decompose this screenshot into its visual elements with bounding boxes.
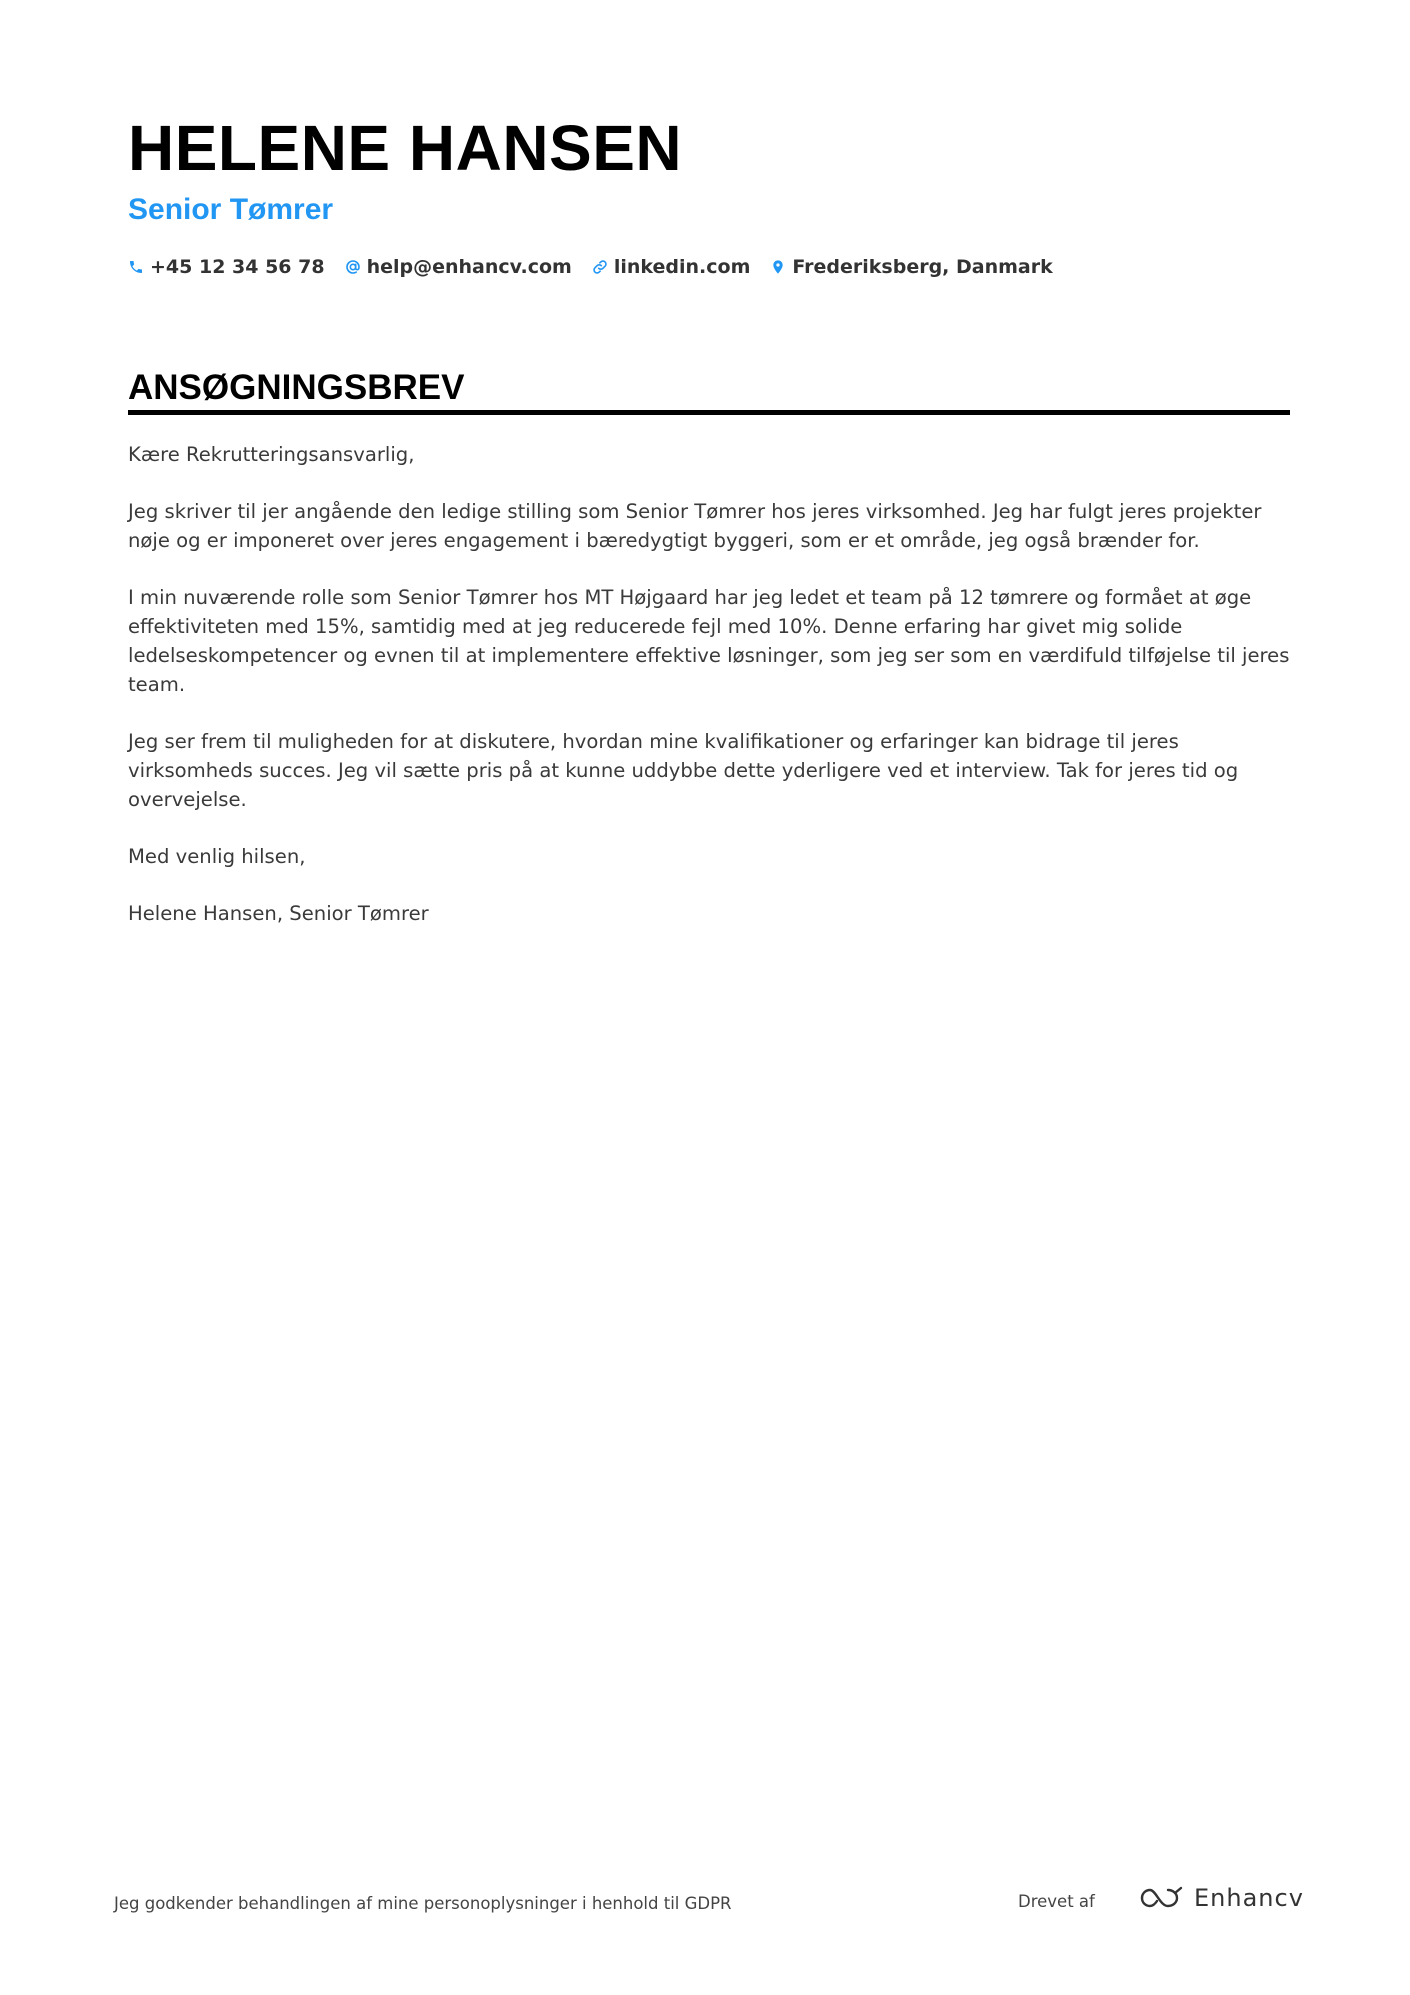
candidate-name: HELENE HANSEN [128, 112, 683, 184]
contact-location [770, 256, 1052, 278]
powered-by-label: Drevet af [1018, 1892, 1095, 1911]
phone-text: +45 12 34 56 78 [150, 256, 325, 278]
letter-paragraph: Jeg ser frem til muligheden for at diskutere, hvordan mine kvalifikationer og erfaringer kan bidrage til jeres virksomheds succes. Jeg vil sætte pris på at kunne uddybbe dette yderligere ved et interview. Tak for jeres tid og overvejelse. [128, 730, 1239, 811]
email-text: help@enhancv.com [366, 256, 572, 278]
letter-signature: Helene Hansen, Senior Tømrer [128, 902, 429, 925]
letter-closing: Med venlig hilsen, [128, 845, 306, 868]
linkedin-text: linkedin.com [613, 256, 751, 278]
at-icon [345, 259, 361, 275]
section-title: ANSØGNINGSBREV [128, 368, 465, 407]
section-divider [128, 410, 1290, 415]
letter-paragraph: Jeg skriver til jer angående den ledige stilling som Senior Tømrer hos jeres virksomhed. Jeg har fulgt jeres projekter nøje og er imponeret over jeres engagement i bæredygtigt byggeri, som er et område, jeg også brænder for. [128, 500, 1262, 552]
gdpr-consent: Jeg godkender behandlingen af mine personoplysninger i henhold til GDPR [114, 1894, 732, 1913]
location-pin-icon [770, 259, 786, 275]
letter-paragraph: I min nuværende rolle som Senior Tømrer hos MT Højgaard har jeg ledet et team på 12 tømrere og formået at øge effektiviteten med 15%, samtidig med at jeg reducerede fejl med 10%. Denne erfaring har givet mig solide ledelseskompetencer og evnen til at implementere effektive løsninger, som jeg ser som en værdifuld tilføjelse til jeres team. [128, 586, 1290, 696]
contact-phone[interactable] [128, 256, 325, 278]
link-icon [592, 259, 608, 275]
brand-name: Enhancv [1194, 1884, 1304, 1912]
infinity-logo-icon [1138, 1884, 1186, 1912]
job-title: Senior Tømrer [128, 193, 334, 226]
contact-email[interactable] [345, 256, 572, 278]
contact-linkedin[interactable] [592, 256, 751, 278]
letter-greeting: Kære Rekrutteringsansvarlig, [128, 443, 415, 466]
location-text: Frederiksberg, Danmark [792, 256, 1053, 278]
contact-bar [128, 252, 1073, 282]
enhancv-logo[interactable] [1138, 1884, 1304, 1912]
letter-body [128, 440, 1290, 956]
phone-icon [128, 259, 144, 275]
